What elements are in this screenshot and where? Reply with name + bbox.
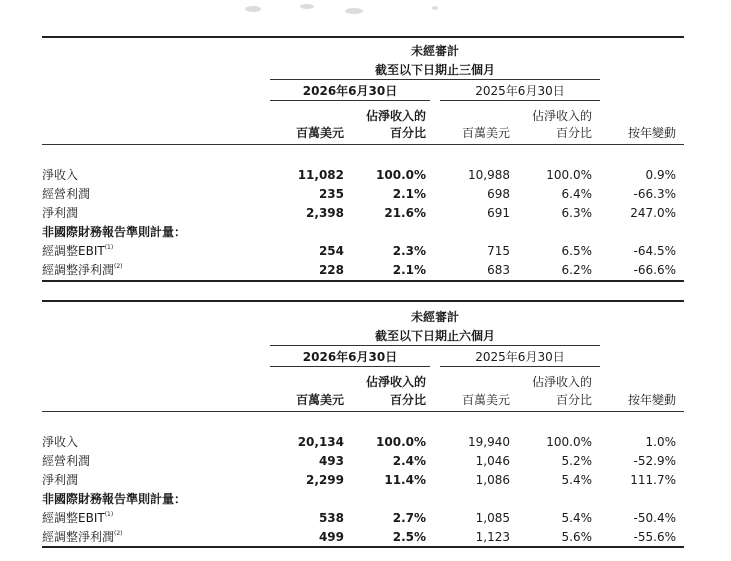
yoy-cell: -50.4% bbox=[633, 511, 676, 525]
prior-pct-cell: 100.0% bbox=[546, 168, 592, 182]
three-month-table bbox=[42, 36, 684, 282]
current-amount-cell: 228 bbox=[318, 263, 344, 277]
prior-pct-cell: 5.6% bbox=[561, 530, 592, 544]
current-pct-cell: 11.4% bbox=[384, 473, 426, 487]
current-date-underline bbox=[270, 366, 430, 367]
row-label: 淨收入 bbox=[42, 168, 79, 182]
header-bottom-rule bbox=[42, 411, 684, 412]
prior-pct-cell: 6.3% bbox=[561, 206, 592, 220]
prior-amount-cell: 10,988 bbox=[468, 168, 510, 182]
prior-pct-cell: 6.2% bbox=[561, 263, 592, 277]
current-pct-cell: 2.5% bbox=[392, 530, 426, 544]
yoy-header: 按年變動 bbox=[627, 393, 676, 407]
current-pct-header-line1: 佔淨收入的 bbox=[365, 109, 426, 123]
row-label: 經營利潤 bbox=[42, 187, 91, 201]
footnote-marker: (2) bbox=[114, 263, 123, 270]
row-label: 淨利潤 bbox=[42, 473, 79, 487]
unaudited-heading: 未經審計 bbox=[410, 310, 459, 324]
yoy-cell: -52.9% bbox=[633, 454, 676, 468]
current-pct-header-line2: 百分比 bbox=[389, 126, 426, 140]
prior-pct-header-line1: 佔淨收入的 bbox=[531, 109, 592, 123]
prior-amount-cell: 691 bbox=[487, 206, 510, 220]
yoy-cell: 1.0% bbox=[645, 435, 676, 449]
prior-amount-cell: 1,085 bbox=[475, 511, 510, 525]
prior-amount-cell: 683 bbox=[487, 263, 510, 277]
current-amount-cell: 2,299 bbox=[306, 473, 344, 487]
yoy-cell: -66.6% bbox=[633, 263, 676, 277]
prior-pct-cell: 6.4% bbox=[561, 187, 592, 201]
unaudited-heading: 未經審計 bbox=[410, 44, 459, 58]
current-amount-header: 百萬美元 bbox=[295, 393, 344, 407]
yoy-cell: 247.0% bbox=[630, 206, 676, 220]
yoy-cell: -64.5% bbox=[633, 244, 676, 258]
period-heading: 截至以下日期止三個月 bbox=[374, 63, 495, 77]
prior-date-underline bbox=[440, 366, 600, 367]
current-amount-cell: 11,082 bbox=[297, 168, 344, 182]
period-underline bbox=[270, 345, 600, 346]
current-amount-cell: 499 bbox=[318, 530, 344, 544]
period-heading: 截至以下日期止六個月 bbox=[374, 329, 495, 343]
footnote-marker: (1) bbox=[104, 244, 114, 251]
current-pct-cell: 2.1% bbox=[392, 263, 426, 277]
prior-date-heading: 2025年6月30日 bbox=[475, 350, 565, 364]
current-amount-cell: 254 bbox=[318, 244, 344, 258]
scan-artifact bbox=[300, 4, 314, 9]
current-pct-cell: 100.0% bbox=[376, 435, 426, 449]
current-amount-header: 百萬美元 bbox=[295, 126, 344, 140]
current-pct-cell: 2.4% bbox=[392, 454, 426, 468]
current-date-underline bbox=[270, 100, 430, 101]
prior-amount-cell: 1,123 bbox=[475, 530, 510, 544]
current-pct-cell: 2.7% bbox=[392, 511, 426, 525]
header-bottom-rule bbox=[42, 144, 684, 145]
current-amount-cell: 493 bbox=[318, 454, 344, 468]
non-ifrs-heading: 非國際財務報告準則計量： bbox=[42, 225, 187, 239]
current-amount-cell: 2,398 bbox=[306, 206, 344, 220]
scan-artifact bbox=[432, 6, 438, 10]
prior-amount-cell: 715 bbox=[487, 244, 510, 258]
scan-artifact bbox=[245, 6, 261, 12]
scan-artifact bbox=[345, 8, 363, 14]
prior-pct-cell: 6.5% bbox=[561, 244, 592, 258]
prior-date-underline bbox=[440, 100, 600, 101]
current-pct-cell: 21.6% bbox=[384, 206, 426, 220]
current-date-heading: 2026年6月30日 bbox=[302, 350, 398, 364]
row-label: 淨利潤 bbox=[42, 206, 79, 220]
prior-amount-cell: 19,940 bbox=[468, 435, 510, 449]
table-top-rule bbox=[42, 300, 684, 302]
row-label: 淨收入 bbox=[42, 435, 79, 449]
yoy-cell: -66.3% bbox=[633, 187, 676, 201]
yoy-header: 按年變動 bbox=[627, 126, 676, 140]
six-month-table bbox=[42, 300, 684, 548]
yoy-cell: 111.7% bbox=[630, 473, 676, 487]
prior-pct-header-line2: 百分比 bbox=[555, 126, 592, 140]
current-pct-header-line2: 百分比 bbox=[389, 393, 426, 407]
prior-pct-cell: 5.4% bbox=[561, 473, 592, 487]
footnote-marker: (1) bbox=[104, 511, 114, 518]
current-pct-header-line1: 佔淨收入的 bbox=[365, 375, 426, 389]
row-label: 經營利潤 bbox=[42, 454, 91, 468]
current-pct-cell: 2.1% bbox=[392, 187, 426, 201]
prior-date-heading: 2025年6月30日 bbox=[475, 84, 565, 98]
current-date-heading: 2026年6月30日 bbox=[302, 84, 398, 98]
yoy-cell: -55.6% bbox=[633, 530, 676, 544]
row-label: 經調整淨利潤$^{(2)}$ bbox=[42, 263, 123, 277]
table-bottom-rule bbox=[42, 546, 684, 548]
table-top-rule bbox=[42, 36, 684, 38]
prior-pct-header-line2: 百分比 bbox=[555, 393, 592, 407]
prior-pct-cell: 5.4% bbox=[561, 511, 592, 525]
footnote-marker: (2) bbox=[114, 530, 123, 537]
prior-amount-header: 百萬美元 bbox=[461, 393, 510, 407]
prior-pct-cell: 5.2% bbox=[561, 454, 592, 468]
prior-amount-header: 百萬美元 bbox=[461, 126, 510, 140]
current-pct-cell: 2.3% bbox=[392, 244, 426, 258]
current-pct-cell: 100.0% bbox=[376, 168, 426, 182]
current-amount-cell: 538 bbox=[318, 511, 344, 525]
table-bottom-rule bbox=[42, 280, 684, 282]
current-amount-cell: 20,134 bbox=[297, 435, 344, 449]
prior-amount-cell: 1,046 bbox=[475, 454, 510, 468]
current-amount-cell: 235 bbox=[318, 187, 344, 201]
prior-pct-cell: 100.0% bbox=[546, 435, 592, 449]
non-ifrs-heading: 非國際財務報告準則計量： bbox=[42, 492, 187, 506]
row-label: 經調整EBIT$^{(1)}$ bbox=[42, 244, 114, 258]
period-underline bbox=[270, 79, 600, 80]
row-label: 經調整EBIT$^{(1)}$ bbox=[42, 511, 114, 525]
yoy-cell: 0.9% bbox=[645, 168, 676, 182]
row-label: 經調整淨利潤$^{(2)}$ bbox=[42, 530, 123, 544]
prior-amount-cell: 1,086 bbox=[475, 473, 510, 487]
prior-amount-cell: 698 bbox=[487, 187, 510, 201]
prior-pct-header-line1: 佔淨收入的 bbox=[531, 375, 592, 389]
